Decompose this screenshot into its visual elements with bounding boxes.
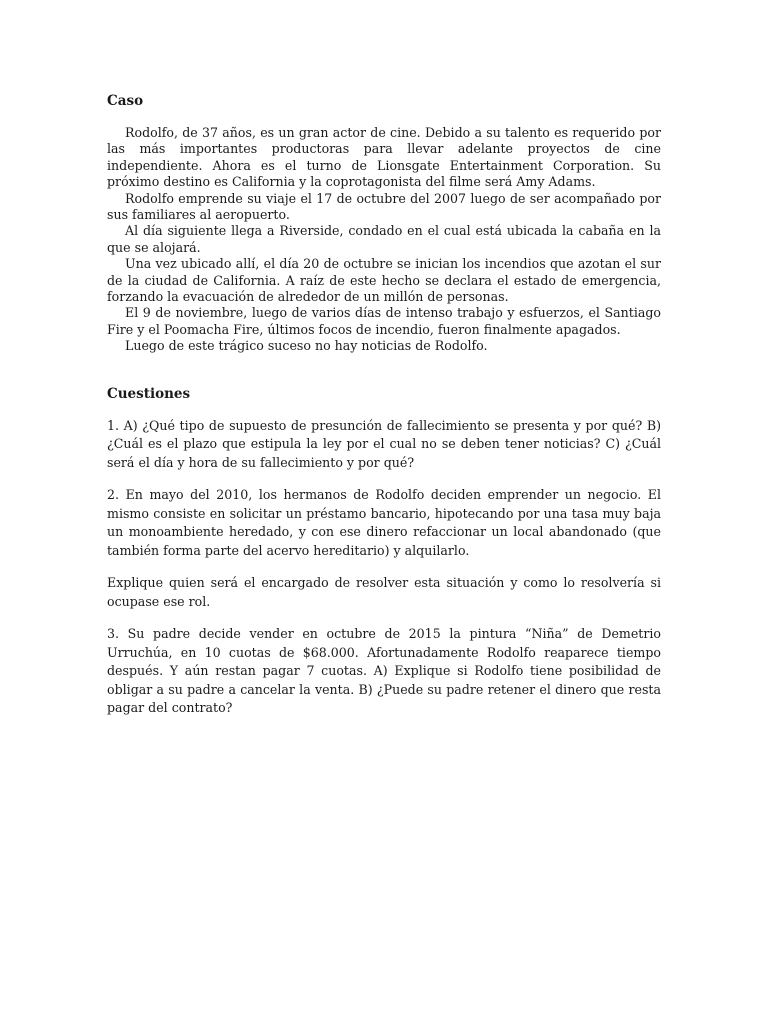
case-paragraph: Rodolfo, de 37 años, es un gran actor de cine. Debido a su talento es requerido por las más importantes productoras para llevar adelante proyectos de cine independiente. Ahora es el turno de Lionsgate Entertainment Corporation. Su próximo destino es California y la coprotagonista del filme será Amy Adams.: [107, 125, 661, 190]
case-heading: Caso: [107, 93, 144, 109]
questions-heading: Cuestiones: [107, 385, 191, 402]
document-page: [107, 92, 661, 732]
case-paragraph: Luego de este trágico suceso no hay noticias de Rodolfo.: [125, 338, 488, 354]
case-paragraph: Al día siguiente llega a Riverside, condado en el cual está ubicada la cabaña en la que se alojará.: [107, 223, 661, 255]
questions-body: [107, 417, 661, 718]
question-2-followup: Explique quien será el encargado de resolver esta situación y como lo resolvería si ocupase ese rol.: [107, 575, 661, 609]
question-3: 3. Su padre decide vender en octubre de 2015 la pintura “Niña” de Demetrio Urruchúa, en 10 cuotas de $68.000. Afortunadamente Rodolfo reaparece tiempo después. Y aún restan pagar 7 cuotas. A) Explique si Rodolfo tiene posibilidad de obligar a su padre a cancelar la venta. B) ¿Puede su padre retener el dinero que resta pagar del contrato?: [107, 626, 661, 716]
question-2: 2. En mayo del 2010, los hermanos de Rodolfo deciden emprender un negocio. El mismo consiste en solicitar un préstamo bancario, hipotecando por una tasa muy baja un monoambiente heredado, y con ese dinero refaccionar un local abandonado (que también forma parte del acervo hereditario) y alquilarlo.: [107, 487, 661, 558]
case-paragraph: Una vez ubicado allí, el día 20 de octubre se inician los incendios que azotan el sur de la ciudad de California. A raíz de este hecho se declara el estado de emergencia, forzando la evacuación de alrededor de un millón de personas.: [107, 256, 661, 305]
case-paragraph: El 9 de noviembre, luego de varios días de intenso trabajo y esfuerzos, el Santiago Fire y el Poomacha Fire, últimos focos de incendio, fueron finalmente apagados.: [107, 305, 661, 337]
case-paragraph: Rodolfo emprende su viaje el 17 de octubre del 2007 luego de ser acompañado por sus familiares al aeropuerto.: [107, 190, 661, 223]
question-1: 1. A) ¿Qué tipo de supuesto de presunción de fallecimiento se presenta y por qué? B) ¿Cuál es el plazo que estipula la ley por el cual no se deben tener noticias? C) ¿Cuál será el día y hora de su fallecimiento y por qué?: [107, 417, 661, 470]
case-body: [107, 125, 661, 355]
